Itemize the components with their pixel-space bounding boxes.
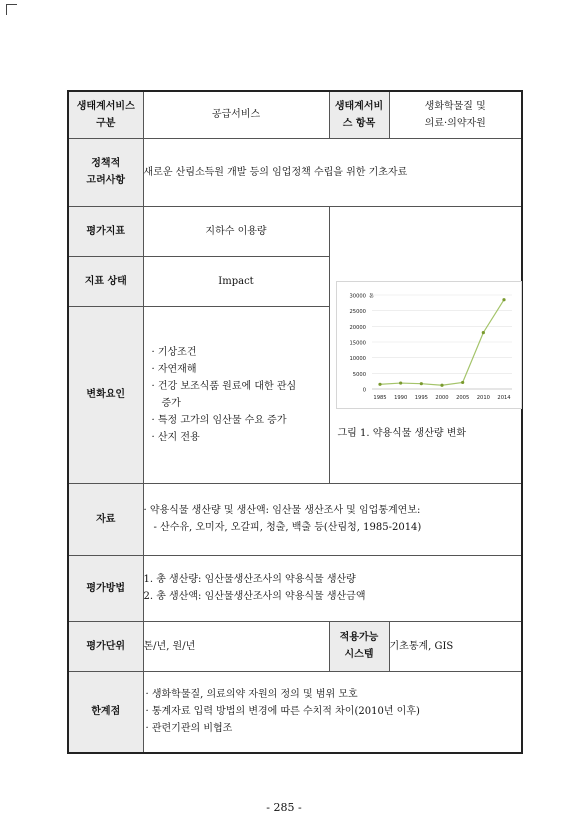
x-tick-label: 2000 [434,394,449,401]
data-source-line: - 산수유, 오미자, 오갈피, 청출, 백출 등(산림청, 1985-2014) [153,522,422,533]
change-factors-label: 변화요인 [68,306,143,483]
change-factor-continuation: 증가 [161,397,181,409]
x-tick-label: 1990 [393,394,407,401]
change-factor-item [152,395,329,412]
x-tick-label: 2005 [455,394,469,401]
policy-value: 새로운 산림소득원 개발 등의 임업정책 수립을 위한 기초자료 [143,138,522,206]
system-label: 적용가능 시스템 [329,621,389,671]
row-service-category [68,91,522,138]
limitation-item: · 생화학물질, 의료의약 자원의 정의 및 범위 모호 [145,689,358,701]
limitation-item: · 관련기관의 비협조 [145,723,233,735]
limitations-label: 한계점 [68,671,143,753]
figure-caption: 그림 1. 약용식물 생산량 변화 [337,427,467,439]
evaluation-form-table [67,90,523,754]
indicator-label: 평가지표 [68,206,143,256]
corner-crop-mark [6,4,17,15]
data-source-value [143,483,522,555]
production-chart-svg [336,281,522,409]
unit-value: 톤/년, 원/년 [143,621,329,671]
page-number: - 285 - [266,801,302,814]
x-tick-label: 2014 [496,394,511,401]
change-factor-item: · 기상조건 [151,346,197,358]
data-point [378,382,381,385]
limitations-value [143,671,522,753]
data-point [502,298,505,301]
data-point [440,383,443,386]
method-label: 평가방법 [68,555,143,621]
unit-label: 평가단위 [68,621,143,671]
method-line: 2. 총 생산액: 임산물생산조사의 약용식물 생산금액 [143,591,366,602]
y-tick-label: 30000 [348,293,366,299]
production-chart [336,281,522,421]
y-tick-label: 20000 [348,324,366,331]
service-item-label: 생태계서비 스 항목 [329,91,389,138]
limitations-list [144,686,522,737]
indicator-value: 지하수 이용량 [143,206,329,256]
x-tick-label: 1985 [372,394,387,401]
data-point [419,382,422,385]
data-point [399,381,402,384]
y-tick-label: 25000 [348,308,366,315]
data-source-label: 자료 [68,483,143,555]
system-value: 기초통계, GIS [389,621,522,671]
limitation-item: · 통계자료 입력 방법의 변경에 따른 수치적 차이(2010년 이후) [145,706,420,718]
y-tick-label: 0 [362,387,366,393]
change-factor-item: · 특정 고가의 임산물 수요 증가 [151,414,287,426]
change-factors-list [144,344,329,446]
row-data-source [68,483,522,555]
unit-label: 톤 [368,293,374,299]
x-tick-label: 1995 [414,394,428,401]
data-source-line: · 약용식물 생산량 및 생산액: 임산물 생산조사 및 임업통계연보: [143,505,421,516]
row-limitations [68,671,522,753]
change-factors-value [143,306,329,483]
method-value [143,555,522,621]
change-factor-item: · 건강 보조식품 원료에 대한 관심 [151,380,297,392]
policy-label: 정책적 고려사항 [68,138,143,206]
data-point [481,331,484,334]
y-tick-label: 15000 [348,340,366,346]
indicator-status-label: 지표 상태 [68,256,143,306]
service-category-value: 공급서비스 [143,91,329,138]
x-tick-label: 2010 [476,394,490,401]
indicator-status-value: Impact [143,256,329,306]
y-tick-label: 10000 [348,355,366,362]
service-category-label: 생태계서비스 구분 [68,91,143,138]
change-factor-item: · 산지 전용 [151,431,200,443]
row-method [68,555,522,621]
row-policy [68,138,522,206]
row-indicator [68,206,522,256]
y-tick-label: 5000 [352,371,366,378]
data-point [461,380,464,383]
method-line: 1. 총 생산량: 임산물생산조사의 약용식물 생산량 [143,574,356,585]
row-unit [68,621,522,671]
change-factor-item: · 자연재해 [151,363,197,375]
figure-cell [329,206,522,483]
service-item-value: 생화학물질 및 의료·의약자원 [389,91,522,138]
